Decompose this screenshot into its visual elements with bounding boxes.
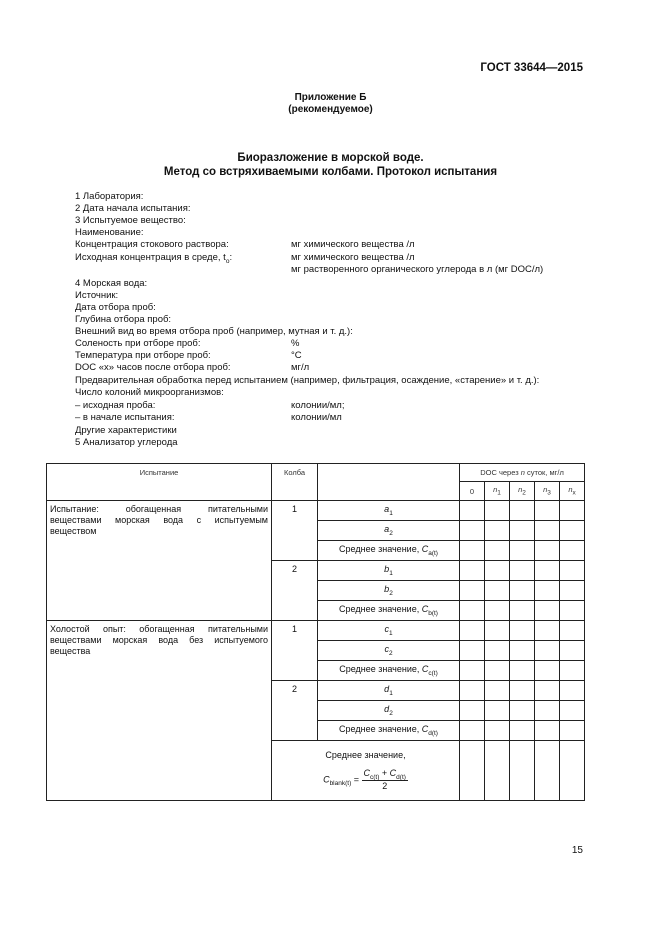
field-temperature: Температура при отборе проб: bbox=[75, 350, 211, 361]
header-flask: Колба bbox=[272, 464, 318, 501]
field-salinity: Соленость при отборе проб: bbox=[75, 338, 201, 349]
table-row bbox=[47, 621, 585, 641]
field-initial-sample: – исходная проба: bbox=[75, 400, 156, 411]
test-description: Испытание: обогащенная питательными веществами морская вода с испытуемым веществом bbox=[47, 501, 272, 621]
blank-mean-equation: $C_{blank(t)}$ = $\frac{C_{c(t)} + C_{d(t)}}{2}$ bbox=[323, 767, 406, 792]
field-initial-concentration: Исходная концентрация в среде, $t_o$: bbox=[75, 252, 233, 265]
field-doc-hours-unit: мг/л bbox=[291, 362, 310, 373]
field-doc-hours: DOC «x» часов после отбора проб: bbox=[75, 362, 231, 373]
field-carbon-analyzer: 5 Анализатор углерода bbox=[75, 437, 178, 448]
field-name: Наименование: bbox=[75, 227, 144, 238]
field-sampling-date: Дата отбора проб: bbox=[75, 302, 156, 313]
header-day-n1: $n_1$ bbox=[485, 482, 510, 501]
header-row bbox=[47, 464, 585, 482]
field-start-test-unit: колонии/мл bbox=[291, 412, 342, 423]
fraction: $\frac{C_{c(t)} + C_{d(t)}}{2}$ bbox=[363, 767, 406, 792]
measurement-c1: $c_1$ bbox=[318, 621, 460, 641]
table-row bbox=[47, 501, 585, 521]
title-line-1: Биоразложение в морской воде. bbox=[237, 152, 424, 164]
header-test: Испытание bbox=[47, 464, 272, 501]
measurement-b1: $b_1$ bbox=[318, 561, 460, 581]
flask-number: 2 bbox=[272, 681, 318, 741]
measurement-c2: $c_2$ bbox=[318, 641, 460, 661]
header-day-0: 0 bbox=[460, 482, 485, 501]
measurement-d1: $d_1$ bbox=[318, 681, 460, 701]
header-day-nx: $n_x$ bbox=[560, 482, 585, 501]
flask-number: 1 bbox=[272, 501, 318, 561]
header-empty bbox=[318, 464, 460, 501]
field-colony-count: Число колоний микроорганизмов: bbox=[75, 387, 224, 398]
field-initial-concentration-unit: мг химического вещества /л bbox=[291, 252, 415, 263]
field-stock-concentration: Концентрация стокового раствора: bbox=[75, 239, 229, 250]
blank-mean-formula bbox=[272, 741, 460, 801]
header-day-n2: $n_2$ bbox=[510, 482, 535, 501]
standard-number: ГОСТ 33644—2015 bbox=[480, 62, 583, 74]
field-test-substance: 3 Испытуемое вещество: bbox=[75, 215, 186, 226]
measurement-d2: $d_2$ bbox=[318, 701, 460, 721]
protocol-table bbox=[46, 463, 585, 801]
mean-d: Среднее значение, $C_{d(t)}$ bbox=[318, 721, 460, 741]
header-doc: DOC через n суток, мг/л bbox=[460, 464, 585, 482]
field-sampling-depth: Глубина отбора проб: bbox=[75, 314, 172, 325]
field-salinity-unit: % bbox=[291, 338, 300, 349]
field-source: Источник: bbox=[75, 290, 119, 301]
field-initial-sample-unit: колонии/мл; bbox=[291, 400, 345, 411]
annex-status: (рекомендуемое) bbox=[288, 104, 373, 115]
mean-c: Среднее значение, $C_{c(t)}$ bbox=[318, 661, 460, 681]
field-other-characteristics: Другие характеристики bbox=[75, 425, 177, 436]
field-start-test: – в начале испытания: bbox=[75, 412, 175, 423]
mean-b: Среднее значение, $C_{b(t)}$ bbox=[318, 601, 460, 621]
blank-mean-label: Среднее значение, bbox=[325, 749, 406, 760]
flask-number: 1 bbox=[272, 621, 318, 681]
field-appearance: Внешний вид во время отбора проб (например, мутная и т. д.): bbox=[75, 326, 353, 337]
measurement-b2: $b_2$ bbox=[318, 581, 460, 601]
field-initial-concentration-doc-unit: мг растворенного органического углерода в л (мг DOC/л) bbox=[291, 264, 544, 275]
measurement-a2: $a_2$ bbox=[318, 521, 460, 541]
field-seawater: 4 Морская вода: bbox=[75, 278, 148, 289]
header-day-n3: $n_3$ bbox=[535, 482, 560, 501]
field-pretreatment: Предварительная обработка перед испытанием (например, фильтрация, осаждение, «старение» и т. д.): bbox=[75, 375, 540, 386]
field-laboratory: 1 Лаборатория: bbox=[75, 191, 144, 202]
blank-description: Холостой опыт: обогащенная питательными веществами морская вода без испытуемого вещества bbox=[47, 621, 272, 801]
flask-number: 2 bbox=[272, 561, 318, 621]
page-number: 15 bbox=[571, 845, 583, 856]
title-line-2: Метод со встряхиваемыми колбами. Протокол испытания bbox=[163, 166, 498, 178]
field-start-date: 2 Дата начала испытания: bbox=[75, 203, 191, 214]
field-stock-concentration-unit: мг химического вещества /л bbox=[291, 239, 415, 250]
measurement-a1: $a_1$ bbox=[318, 501, 460, 521]
field-temperature-unit: °С bbox=[291, 350, 302, 361]
mean-a: Среднее значение, $C_{a(t)}$ bbox=[318, 541, 460, 561]
annex-name: Приложение Б bbox=[294, 92, 367, 103]
